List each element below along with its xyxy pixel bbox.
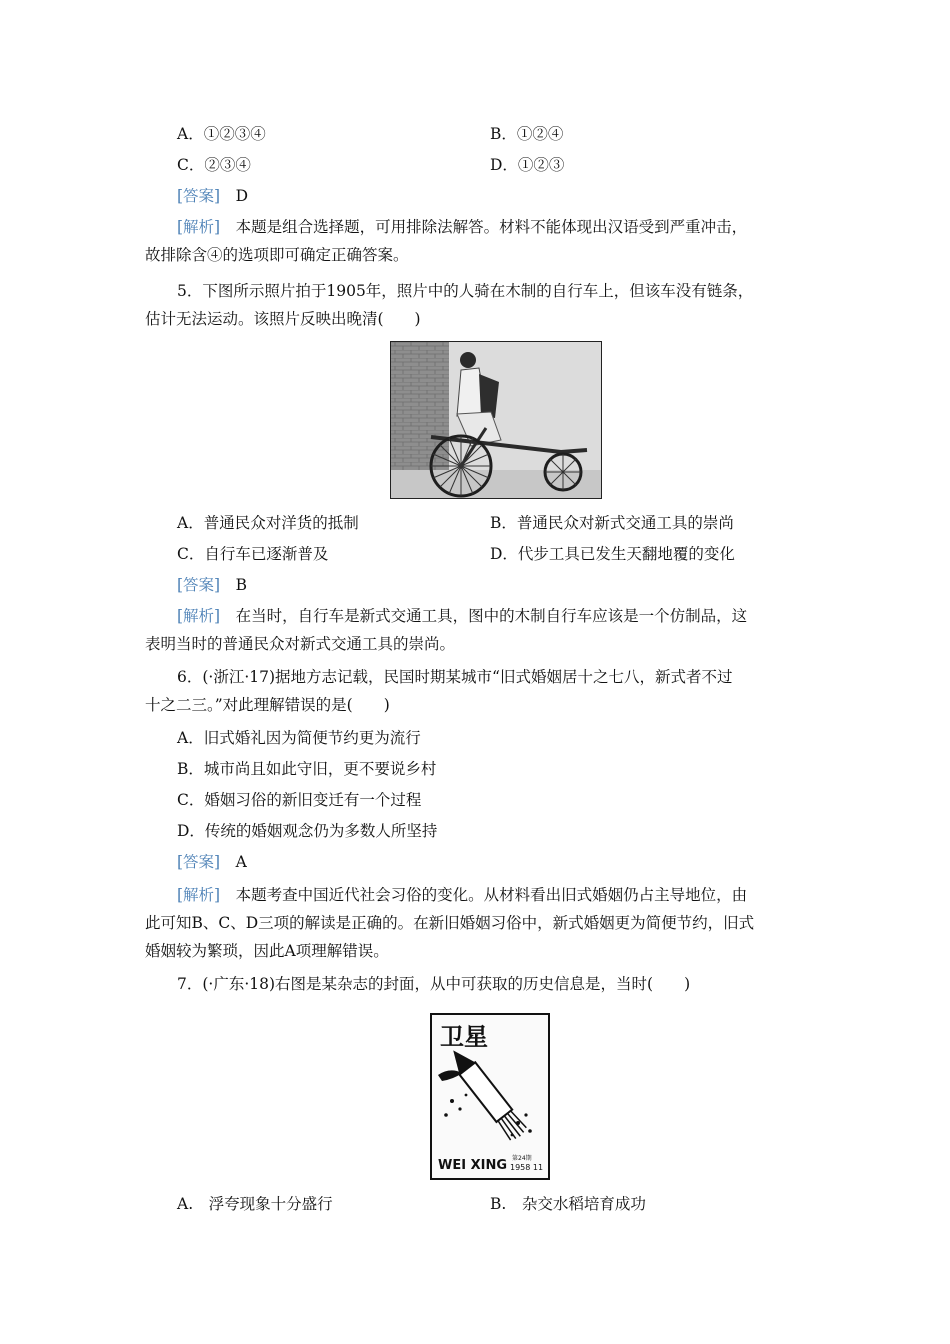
q7-option-b: B. 杂交水稻培育成功: [490, 1195, 646, 1213]
answer-value: A: [235, 853, 247, 871]
q6-option-c: C．婚姻习俗的新旧变迁有一个过程: [177, 791, 422, 809]
q5-option-d: D．代步工具已发生天翻地覆的变化: [490, 545, 735, 563]
answer-tag: [答案]: [177, 853, 221, 871]
q6-option-d: D．传统的婚姻观念仍为多数人所坚持: [177, 822, 438, 840]
q5-stem-line-1: 5．下图所示照片拍于1905年，照片中的人骑在木制的自行车上，但该车没有链条，: [177, 282, 754, 300]
q6-stem-line-1: 6．(·浙江·17)据地方志记载，民国时期某城市“旧式婚姻居十之七八，新式者不过: [177, 668, 733, 686]
answer-tag: [答案]: [177, 187, 221, 205]
q5-analysis-line-1: [177, 605, 747, 627]
analysis-tag: [解析]: [177, 218, 221, 236]
q4-analysis-line-2: 故排除含④的选项即可确定正确答案。: [145, 246, 409, 264]
answer-tag: [答案]: [177, 576, 221, 594]
q6-stem-line-2: 十之二三。”对此理解错误的是( ): [145, 696, 390, 714]
q6-option-a: A．旧式婚礼因为简便节约更为流行: [177, 729, 421, 747]
q7-option-a: A. 浮夸现象十分盛行: [177, 1195, 333, 1213]
analysis-text: 在当时，自行车是新式交通工具，图中的木制自行车应该是一个仿制品，这: [235, 607, 748, 625]
q4-answer: [177, 185, 248, 207]
q5-stem-line-2: 估计无法运动。该照片反映出晚清( ): [145, 310, 421, 328]
cover-issue: 第24期: [512, 1155, 532, 1162]
q5-option-b: B．普通民众对新式交通工具的崇尚: [490, 514, 734, 532]
q4-option-b: B．①②④: [490, 125, 564, 143]
bicycle-photo: [390, 341, 602, 499]
q4-option-a: A．①②③④: [177, 125, 266, 143]
cover-date: 1958 11: [510, 1163, 544, 1172]
cover-name: WEI XING: [438, 1158, 507, 1173]
q7-stem: 7．(·广东·18)右图是某杂志的封面，从中可获取的历史信息是，当时( ): [177, 975, 691, 993]
q6-analysis-line-1: [177, 884, 747, 906]
answer-value: B: [235, 576, 248, 594]
q6-answer: [177, 851, 247, 873]
answer-value: D: [235, 187, 249, 205]
q6-option-b: B．城市尚且如此守旧，更不要说乡村: [177, 760, 437, 778]
q5-answer: [177, 574, 247, 596]
analysis-text: 本题是组合选择题，可用排除法解答。材料不能体现出汉语受到严重冲击，: [235, 218, 748, 236]
analysis-text: 本题考查中国近代社会习俗的变化。从材料看出旧式婚姻仍占主导地位，由: [235, 886, 748, 904]
cover-title: 卫星: [440, 1023, 488, 1051]
q4-option-c: C．②③④: [177, 156, 251, 174]
magazine-cover-illustration: [432, 1015, 548, 1178]
analysis-tag: [解析]: [177, 886, 221, 904]
q5-option-c: C．自行车已逐渐普及: [177, 545, 329, 563]
q6-analysis-line-3: 婚姻较为繁琐，因此A项理解错误。: [145, 942, 389, 960]
q6-analysis-line-2: 此可知B、C、D三项的解读是正确的。在新旧婚姻习俗中，新式婚姻更为简便节约，旧式: [145, 914, 755, 932]
bicycle-photo-illustration: [391, 342, 601, 498]
magazine-cover: [430, 1013, 550, 1180]
analysis-tag: [解析]: [177, 607, 221, 625]
q4-analysis-line-1: [177, 216, 747, 238]
q5-option-a: A．普通民众对洋货的抵制: [177, 514, 359, 532]
q4-option-d: D．①②③: [490, 156, 565, 174]
q5-analysis-line-2: 表明当时的普通民众对新式交通工具的崇尚。: [145, 635, 456, 653]
